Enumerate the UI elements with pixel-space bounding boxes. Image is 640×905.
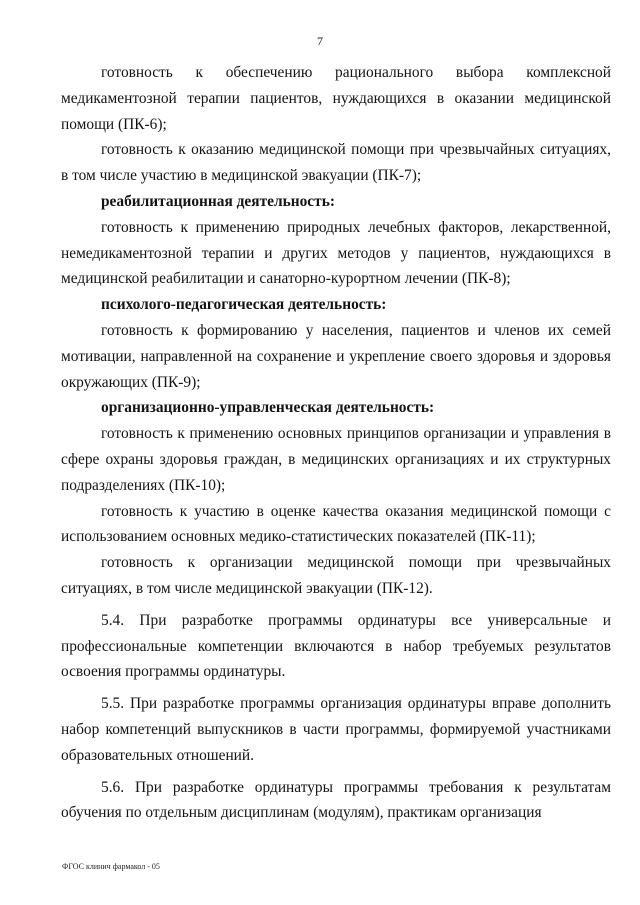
paragraph-pk6: готовность к обеспечению рационального выбора комплексной медикаментозной терапии пациентов, нуждающихся в оказании медицинской помощи (ПК-6); — [61, 64, 611, 133]
paragraph-5-6: 5.6. При разработке ординатуры программы требования к результатам обучения по отдельным дисциплинам (модулям), практикам организация — [61, 778, 611, 822]
paragraph-pk7: готовность к оказанию медицинской помощи при чрезвычайных ситуациях, в том числе участию в медицинской эвакуации (ПК-7); — [61, 141, 611, 185]
paragraph-pk11: готовность к участию в оценке качества оказания медицинской помощи с использованием основных медико-статистических показателей (ПК-11); — [61, 502, 611, 546]
document-body — [61, 60, 611, 826]
paragraph-pk8: готовность к применению природных лечебных факторов, лекарственной, немедикаментозной терапии и других методов у пациентов, нуждающихся в медицинской реабилитации и санаторно-курортном лечении (ПК-8); — [61, 218, 611, 288]
footer-note: ФГОС клинич фармакол - 05 — [62, 862, 160, 871]
section-heading-organizational: организационно-управленческая деятельность: — [101, 399, 435, 417]
section-heading-psych-pedagogical: психолого-педагогическая деятельность: — [101, 296, 387, 314]
paragraph-5-4: 5.4. При разработке программы ординатуры все универсальные и профессиональные компетенции включаются в набор требуемых результатов освоения программы ординатуры. — [61, 611, 611, 681]
section-heading-rehabilitation: реабилитационная деятельность: — [101, 192, 335, 210]
page-number: 7 — [317, 34, 323, 48]
paragraph-pk10: готовность к применению основных принципов организации и управления в сфере охраны здоровья граждан, в медицинских организациях и их структурных подразделениях (ПК-10); — [61, 425, 611, 494]
paragraph-pk9: готовность к формированию у населения, пациентов и членов их семей мотивации, направленной на сохранение и укрепление своего здоровья и здоровья окружающих (ПК-9); — [61, 321, 611, 391]
paragraph-5-5: 5.5. При разработке программы организация ординатуры вправе дополнить набор компетенций выпускников в части программы, формируемой участниками образовательных отношений. — [61, 695, 611, 764]
paragraph-pk12: готовность к организации медицинской помощи при чрезвычайных ситуациях, в том числе медицинской эвакуации (ПК-12). — [61, 554, 611, 597]
